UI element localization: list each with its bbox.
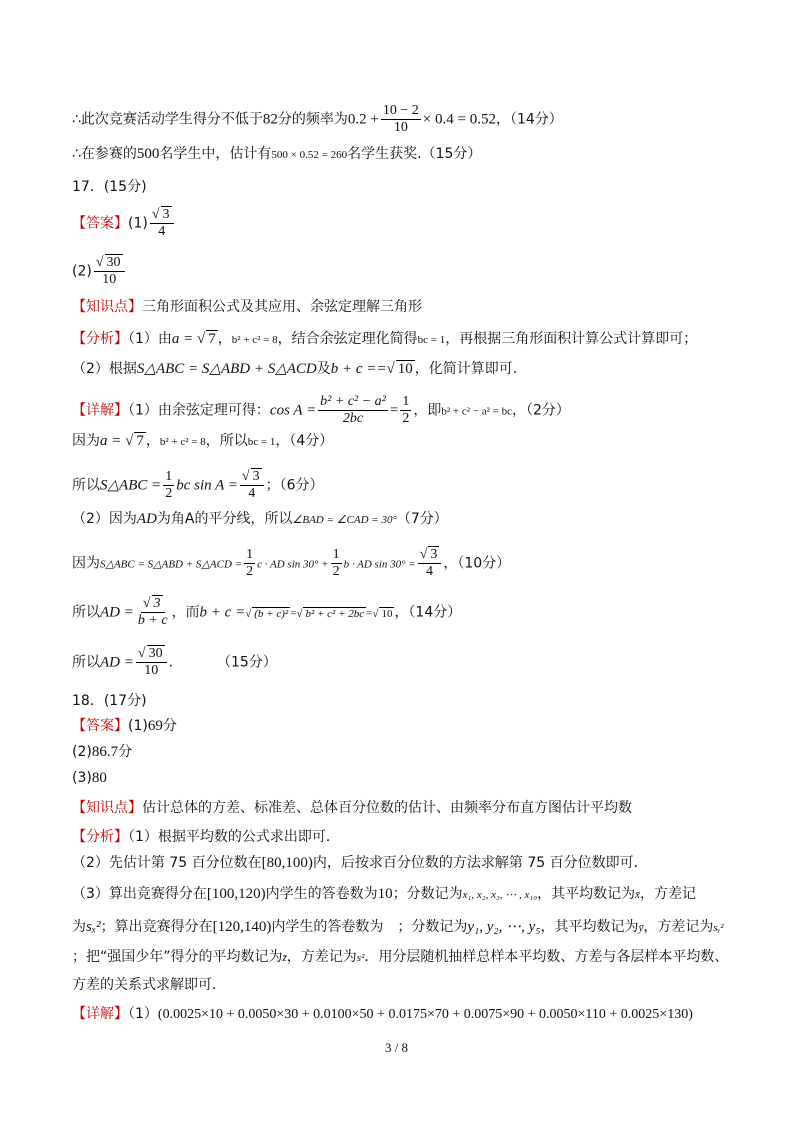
numerator: 1 [165, 469, 173, 484]
math: (0.0025×10 + 0.0050×30 + 0.0100×50 + 0.0175×70 + 0.0075×90 + 0.0050×110 + 0.0025×130) [157, 1007, 693, 1022]
text: 因为 [72, 555, 100, 572]
math: [80,100) [261, 855, 313, 871]
text: ，而 [171, 604, 200, 621]
math: b² + c² = 8 [231, 334, 278, 346]
detail-label: 【详解】 [72, 1006, 128, 1022]
text: (3) [72, 770, 92, 786]
fraction: $\frac{√ 30}{10}$ [136, 646, 167, 679]
text: ；分数记为 [392, 886, 463, 902]
fraction: $\frac{√ 3}{4}$ [418, 547, 442, 580]
math: b · AD sin 30° = [343, 558, 416, 571]
math: [100,120) [206, 886, 266, 902]
math: ∠BAD = ∠CAD = 30° [292, 514, 397, 526]
detail-label: 【详解】 [72, 402, 128, 419]
text: 分 [162, 718, 177, 734]
text: 分的频率为 [277, 111, 348, 128]
math: 82 [262, 111, 278, 128]
text: 名学生中，估计有 [159, 146, 272, 162]
math: S△ABC = S△ABD + S△ACD [136, 361, 317, 377]
math: = [290, 607, 297, 620]
text: ，方差记为 [286, 949, 357, 965]
q18-answer-2 [72, 742, 132, 762]
math: S△ABC = [100, 477, 162, 494]
text: （1） [128, 1006, 158, 1022]
math: c · AD sin 30° + [257, 558, 329, 571]
text: ，其平均数记为 [540, 919, 639, 935]
q17-detail-6: 所以AD = $\frac{√ 3}{b + c}$ ，而b + c =√ (b + c)² =√ b² + c² + 2bc =√ 10 ，（14分） [72, 596, 462, 628]
math: 10 [381, 607, 393, 620]
fraction [381, 103, 421, 136]
text: ∴在参赛的 [72, 146, 137, 162]
denominator: 2 [402, 411, 410, 426]
math: 86.7 [91, 744, 119, 760]
q18-analysis-2 [72, 853, 648, 873]
text: ，即 [413, 402, 442, 419]
text: （2）先估计第 75 百分位数在 [72, 855, 262, 871]
text: 及 [316, 361, 331, 377]
denominator: 4 [158, 224, 166, 239]
math: y₁, y₂, ⋯, y₅ [467, 919, 541, 935]
text: （15分） [217, 654, 277, 671]
denominator: 2 [246, 564, 254, 579]
text: （7分） [396, 511, 448, 527]
fraction [244, 547, 255, 580]
text: ，（14分） [495, 111, 563, 128]
text: （2）根据 [72, 361, 137, 377]
math: s² [356, 952, 365, 964]
text: 内，后按求百分位数的方法求解第 75 百分位数即可． [312, 855, 648, 871]
q17-detail-2: 因为a = √ 7 ，b² + c² = 8，所以bc = 1，（4分） [72, 433, 334, 449]
text: ∴此次竞赛活动学生得分不低于 [72, 111, 263, 128]
estimate-line [72, 144, 481, 165]
math: a = [171, 331, 198, 347]
numerator: 1 [246, 547, 254, 562]
q17-answer-2 [72, 255, 127, 288]
denominator: 4 [248, 486, 256, 501]
numerator: 3 [162, 207, 170, 222]
q18-knowledge [72, 798, 632, 818]
fraction: $\frac{√ 30}{10}$ [94, 255, 125, 288]
denominator: 10 [144, 663, 159, 678]
text: ，（14分） [394, 604, 462, 621]
q18-answer-3 [72, 768, 107, 788]
text: ，（10分） [443, 555, 511, 572]
q18-analysis-1 [72, 827, 340, 847]
math: ȳ [638, 922, 644, 934]
math: 0.2 + [347, 111, 379, 128]
numerator: b² + c² − a² [320, 394, 386, 409]
frequency-line [72, 103, 563, 136]
math: (b + c)² [254, 607, 289, 620]
text: ，（4分） [275, 433, 334, 449]
math: × 0.4 = 0.52 [422, 111, 496, 128]
math: bc sin A = [176, 477, 238, 494]
text: ，化简计算即可. [414, 361, 518, 377]
text: ，结合余弦定理化简得 [277, 331, 418, 347]
answer-label: 【答案】 [72, 215, 128, 232]
math: 69 [147, 718, 163, 734]
q17-analysis-2: （2）根据S△ABC = S△ABD + S△ACD及b + c ==√ 10 ，化简计算即可. [72, 361, 518, 377]
math: 7 [208, 331, 216, 347]
denominator: 10 [393, 120, 408, 135]
math: 80 [91, 770, 107, 786]
text: ；（6分） [265, 477, 324, 494]
math: 10 [397, 361, 413, 377]
math: 10 [377, 886, 393, 902]
denominator: b + c [137, 613, 168, 628]
q17-detail-4 [72, 509, 448, 530]
text: 内学生的答卷数为 ；分数记为 [271, 919, 468, 935]
math: b² + c² = 8 [159, 436, 206, 448]
fraction [331, 547, 342, 580]
math: x̄ [635, 889, 640, 901]
q18-answer-1 [72, 716, 177, 736]
analysis-label: 【分析】 [72, 331, 128, 347]
math: AD = [100, 604, 134, 621]
page-number: 3 / 8 [384, 1040, 409, 1055]
math: 7 [136, 433, 144, 449]
math: S△ABC = S△ABD + S△ACD = [100, 558, 243, 571]
knowledge-label: 【知识点】 [72, 299, 142, 315]
text: ， [217, 331, 232, 347]
q17-knowledge [72, 297, 422, 317]
math: a = [100, 433, 126, 449]
text: （2）因为 [72, 511, 137, 527]
numerator: 1 [332, 547, 340, 562]
q18-detail-1 [72, 1004, 693, 1025]
text: 所以 [72, 604, 100, 621]
text: 所以 [72, 477, 100, 494]
fraction: $\frac{√ 3}{4}$ [240, 469, 264, 502]
math: bc = 1 [417, 334, 446, 346]
denominator: 10 [102, 272, 117, 287]
q17-detail-7 [72, 646, 277, 679]
math: cos A = [269, 402, 317, 419]
fraction: $\frac{√ 3}{4}$ [150, 207, 174, 240]
text: (1) [128, 215, 148, 232]
math: b² + c² + 2bc [305, 607, 365, 620]
numerator: 3 [430, 547, 438, 562]
text: (1) [128, 718, 148, 734]
fraction: $\frac{√ 3}{b + c}$ [137, 596, 168, 628]
analysis-label: 【分析】 [72, 829, 128, 845]
math: sₓ² [86, 919, 101, 935]
text: ；算出竞赛得分在 [100, 919, 213, 935]
text: （3）算出竞赛得分在 [72, 886, 207, 902]
q17-detail-1 [72, 394, 570, 427]
q18-analysis-6: 方差的关系式求解即可． [72, 977, 226, 993]
fraction [163, 469, 174, 502]
math: = [389, 402, 399, 419]
text: （1）由余弦定理可得： [128, 402, 270, 419]
text: 为角A的平分线，所以 [156, 511, 293, 527]
fraction [318, 394, 388, 427]
text: (2) [72, 744, 92, 760]
math: [120,140) [212, 919, 272, 935]
denominator: 4 [426, 564, 434, 579]
numerator: 1 [402, 394, 410, 409]
text: ，方差记为 [643, 919, 714, 935]
text: （1）由 [128, 331, 172, 347]
math: AD [136, 511, 157, 527]
text: （1）根据平均数的公式求出即可． [128, 829, 340, 845]
text: . [168, 654, 174, 671]
text: ， [145, 433, 160, 449]
text: ，（2分） [512, 402, 570, 419]
math: 500 [136, 146, 160, 162]
math: b + c == [330, 361, 387, 377]
q17-analysis-1: 【分析】（1）由a = √ 7 ，b² + c² = 8，结合余弦定理化简得bc = 1，再根据三角形面积计算公式计算即可； [72, 331, 698, 347]
text: 分 [118, 744, 133, 760]
text: 为 [72, 919, 86, 935]
numerator: 10 − 2 [382, 103, 419, 118]
text: ．用分层随机抽样总样本平均数、方差与各层样本平均数、 [364, 949, 729, 965]
text: ，方差记 [639, 886, 696, 902]
text: 估计总体的方差、标准差、总体百分位数的估计、由频率分布直方图估计平均数 [142, 800, 632, 816]
text: ，所以 [205, 433, 248, 449]
math: b + c = [199, 604, 246, 621]
denominator: 2bc [342, 411, 364, 426]
text: 内学生的答卷数为 [265, 886, 378, 902]
q18-analysis-4 [72, 917, 724, 938]
q17-answer-1 [72, 207, 176, 240]
math: sᵧ² [713, 922, 724, 934]
math: bc = 1 [247, 436, 276, 448]
knowledge-label: 【知识点】 [72, 800, 142, 816]
fraction [400, 394, 411, 427]
math: 500 × 0.52 = 260 [271, 149, 348, 161]
text: ；把“强国少年”得分的平均数记为 [72, 949, 283, 965]
math: x₁, x₂, x₃, ⋯ , x₁₀ [462, 889, 538, 901]
math: z̄ [282, 952, 287, 964]
text: 因为 [72, 433, 100, 449]
text: 名学生获奖.（15分） [347, 146, 482, 162]
q17-detail-3 [72, 469, 324, 502]
denominator: 2 [332, 564, 340, 579]
math: = [366, 607, 373, 620]
numerator: 30 [106, 255, 121, 270]
text: (2) [72, 263, 92, 280]
numerator: 3 [153, 596, 161, 611]
text: ，其平均数记为 [537, 886, 636, 902]
q18-analysis-3 [72, 884, 696, 905]
text: ，再根据三角形面积计算公式计算即可； [445, 331, 698, 347]
math: b² + c² − a² = bc [441, 405, 512, 418]
q17-title: 17．(15分) [72, 179, 147, 195]
q18-analysis-5 [72, 947, 728, 968]
text: 所以 [72, 654, 100, 671]
q18-title: 18．(17分) [72, 693, 147, 709]
text: 三角形面积公式及其应用、余弦定理解三角形 [142, 299, 422, 315]
answer-label: 【答案】 [72, 718, 128, 734]
numerator: 30 [148, 646, 163, 661]
math: AD = [100, 654, 134, 671]
numerator: 3 [252, 469, 260, 484]
q17-detail-5 [72, 547, 510, 580]
denominator: 2 [165, 486, 173, 501]
